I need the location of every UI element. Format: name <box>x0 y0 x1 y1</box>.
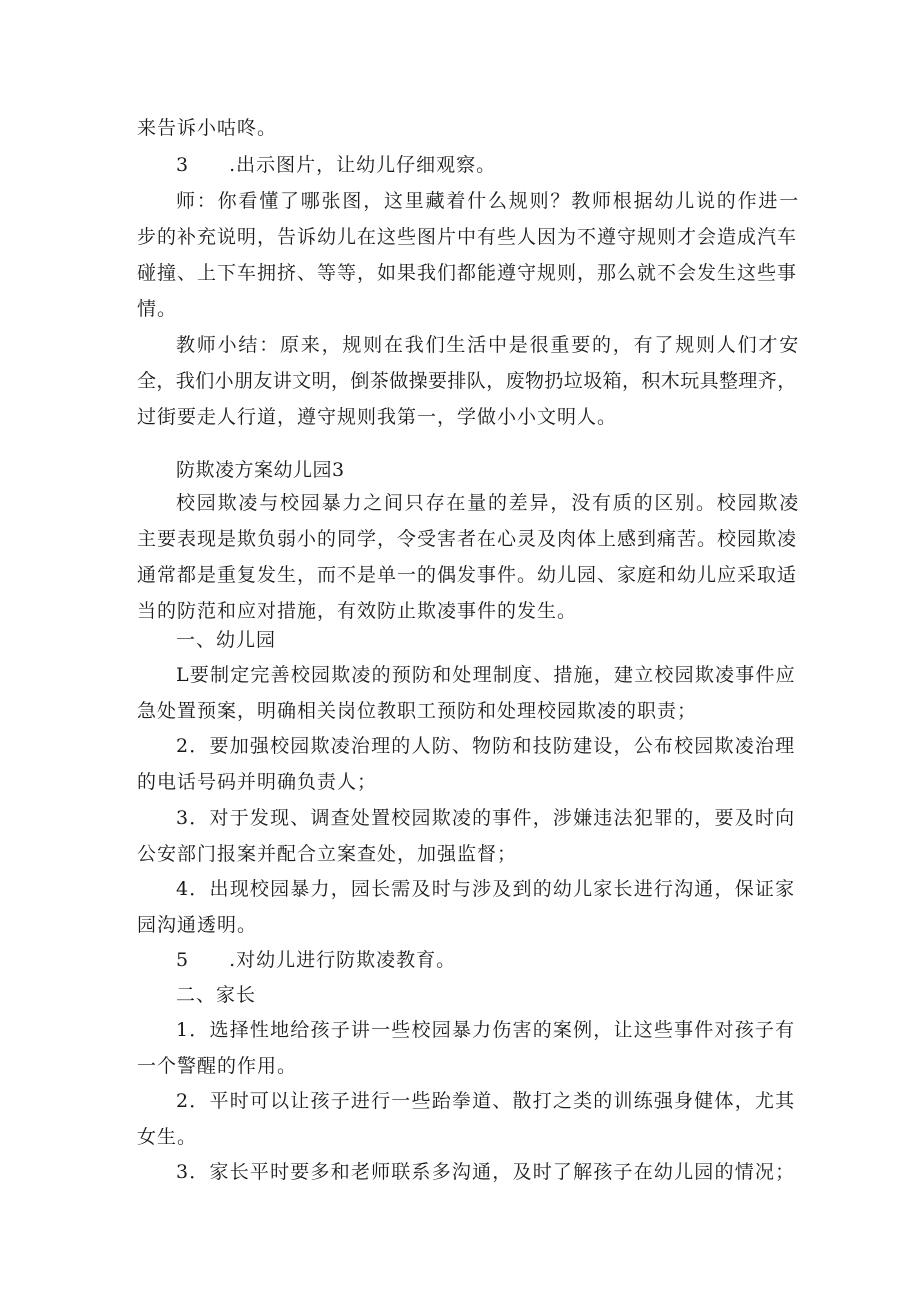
text-line: 步的补充说明，告诉幼儿在这些图片中有些人因为不遵守规则才会造成汽车 <box>137 226 798 248</box>
text-line: 园沟通透明。 <box>137 914 258 936</box>
text-line: 情。 <box>137 298 178 320</box>
text-line: 公安部门报案并配合立案查处，加强监督； <box>137 843 518 865</box>
list-item: 4．出现校园暴力，园长需及时与涉及到的幼儿家长进行沟通，保证家 <box>176 878 796 900</box>
text-line: 女生。 <box>137 1126 198 1148</box>
text-line: 急处置预案，明确相关岗位教职工预防和处理校园欺凌的职责； <box>137 700 698 722</box>
list-item: 5 .对幼儿进行防欺凌教育。 <box>176 949 457 971</box>
subsection-heading: 二、家长 <box>176 984 257 1006</box>
list-item: 3．对于发现、调查处置校园欺凌的事件，涉嫌违法犯罪的，要及时向 <box>176 807 796 829</box>
text-line: 的电话号码并明确负责人； <box>137 771 378 793</box>
text-line: 主要表现是欺负弱小的同学，令受害者在心灵及肉体上感到痛苦。校园欺凌 <box>137 528 798 550</box>
list-item: 2．平时可以让孩子进行一些跆拳道、散打之类的训练强身健体，尤其 <box>176 1090 796 1112</box>
text-line: 全，我们小朋友讲文明，倒茶做操要排队，废物扔垃圾箱，积木玩具整理齐， <box>137 370 797 392</box>
text-line: 校园欺凌与校园暴力之间只存在量的差异，没有质的区别。校园欺凌 <box>176 492 801 514</box>
text-line: 碰撞、上下车拥挤、等等，如果我们都能遵守规则，那么就不会发生这些事 <box>137 262 798 284</box>
subsection-heading: 一、幼儿园 <box>176 629 277 651</box>
text-line: 当的防范和应对措施，有效防止欺凌事件的发生。 <box>137 600 578 622</box>
list-item: L要制定完善校园欺凌的预防和处理制度、措施，建立校园欺凌事件应 <box>176 664 796 686</box>
numbered-item-heading: 3 .出示图片，让幼儿仔细观察。 <box>176 154 497 176</box>
list-item: 1．选择性地给孩子讲一些校园暴力伤害的案例，让这些事件对孩子有 <box>176 1019 796 1041</box>
text-line: 教师小结：原来，规则在我们生活中是很重要的，有了规则人们才安 <box>176 334 801 356</box>
text-line: 一个警醒的作用。 <box>137 1055 298 1077</box>
list-item: 2．要加强校园欺凌治理的人防、物防和技防建设，公布校园欺凌治理 <box>176 735 796 757</box>
list-item: 3．家长平时要多和老师联系多沟通，及时了解孩子在幼儿园的情况； <box>176 1161 796 1183</box>
text-line: 来告诉小咕咚。 <box>137 117 278 139</box>
section-title: 防欺凌方案幼儿园3 <box>176 459 345 481</box>
text-line: 过街要走人行道，遵守规则我第一，学做小小文明人。 <box>137 406 618 428</box>
text-line: 通常都是重复发生，而不是单一的偶发事件。幼儿园、家庭和幼儿应采取适 <box>137 564 798 586</box>
text-line: 师：你看懂了哪张图，这里藏着什么规则？教师根据幼儿说的作进一 <box>176 190 801 212</box>
